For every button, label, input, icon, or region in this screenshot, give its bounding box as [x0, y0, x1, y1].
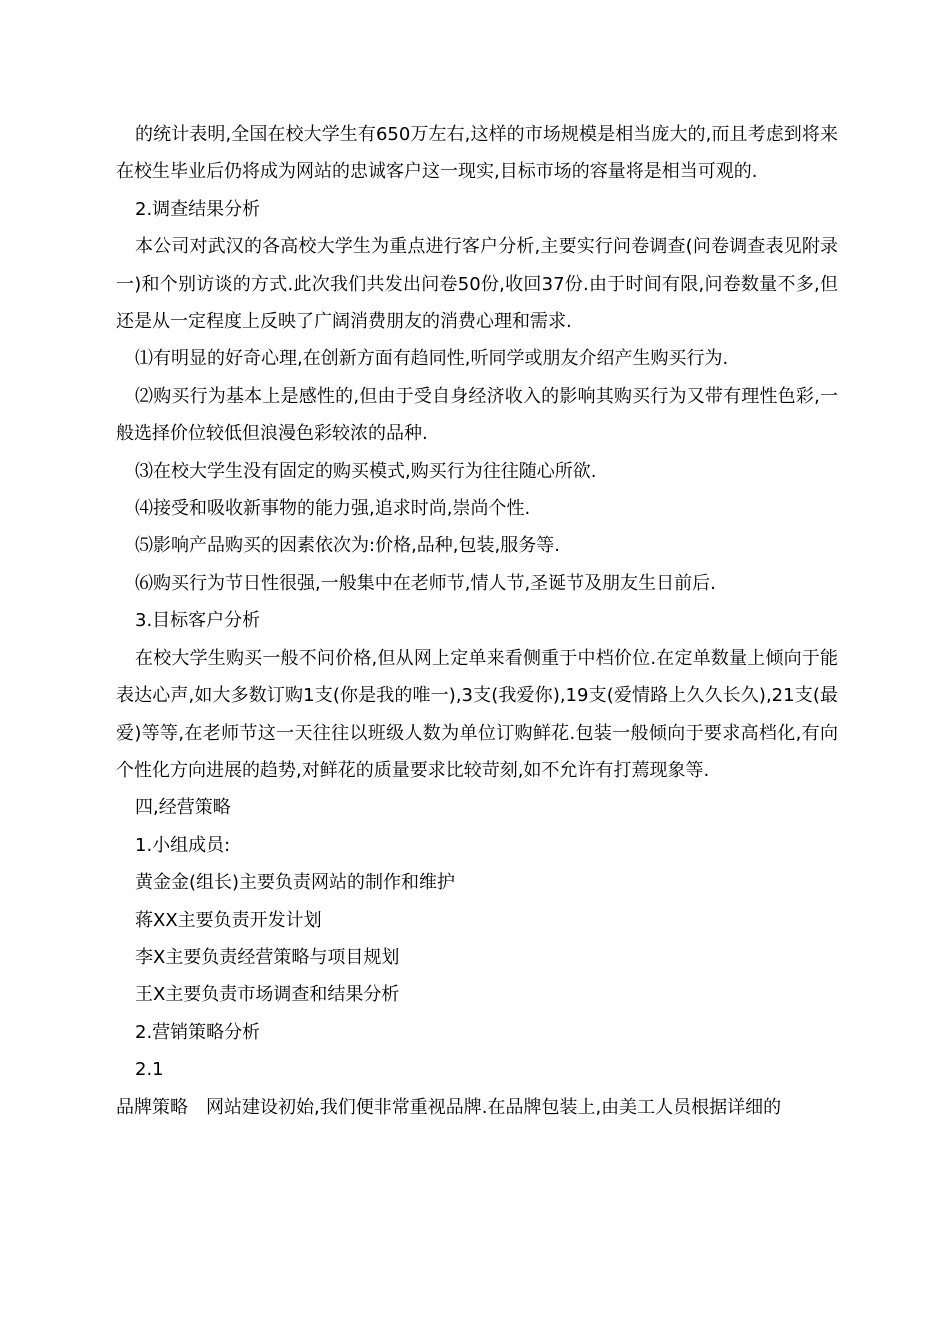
team-member-1: 黄金金(组长)主要负责网站的制作和维护 [135, 872, 456, 894]
team-member-3: 李X主要负责经营策略与项目规划 [135, 946, 400, 968]
list-item-finding-2: ⑵购买行为基本上是感性的,但由于受自身经济收入的影响其购买行为又带有理性色彩,一般选择价位较低但浪漫色彩较浓的品种. [116, 385, 838, 445]
team-member-2: 蒋XX主要负责开发计划 [135, 909, 322, 931]
heading-marketing-strategy: 2.营销策略分析 [135, 1021, 261, 1043]
document-body [116, 116, 838, 1126]
paragraph-brand-strategy: 品牌策略 网站建设初始,我们便非常重视品牌.在品牌包装上,由美工人员根据详细的 [116, 1096, 782, 1118]
paragraph-survey-method: 本公司对武汉的各高校大学生为重点进行客户分析,主要实行问卷调查(问卷调查表见附录一)和个别访谈的方式.此次我们共发出问卷50份,收回37份.由于时间有限,问卷数量不多,但还是从一定程度上反映了广阔消费朋友的消费心理和需求. [116, 236, 838, 333]
list-item-finding-5: ⑸影响产品购买的因素依次为:价格,品种,包装,服务等. [135, 535, 560, 557]
paragraph-market-size: 的统计表明,全国在校大学生有650万左右,这样的市场规模是相当庞大的,而且考虑到将来在校生毕业后仍将成为网站的忠诚客户这一现实,目标市场的容量将是相当可观的. [116, 124, 838, 183]
heading-team-members: 1.小组成员: [135, 834, 231, 856]
list-item-finding-3: ⑶在校大学生没有固定的购买模式,购买行为往往随心所欲. [135, 460, 597, 482]
list-item-finding-1: ⑴有明显的好奇心理,在创新方面有趋同性,听同学或朋友介绍产生购买行为. [135, 348, 729, 370]
heading-business-strategy: 四,经营策略 [135, 797, 231, 819]
heading-target-customer: 3.目标客户分析 [135, 610, 261, 632]
list-item-finding-6: ⑹购买行为节日性很强,一般集中在老师节,情人节,圣诞节及朋友生日前后. [135, 572, 716, 594]
team-member-4: 王X主要负责市场调查和结果分析 [135, 984, 400, 1006]
list-item-finding-4: ⑷接受和吸收新事物的能力强,追求时尚,崇尚个性. [135, 498, 531, 520]
paragraph-target-customer: 在校大学生购买一般不问价格,但从网上定单来看侧重于中档价位.在定单数量上倾向于能表达心声,如大多数订购1支(你是我的唯一),3支(我爱你),19支(爱情路上久久长久),21支(最爱)等等,在老师节这一天往往以班级人数为单位订购鲜花.包装一般倾向于要求高档化,有向个性化方向进展的趋势,对鲜花的质量要求比较苛刻,如不允许有打蔫现象等. [116, 647, 838, 781]
heading-section-2-1: 2.1 [135, 1059, 164, 1081]
heading-survey-analysis: 2.调查结果分析 [135, 198, 261, 220]
